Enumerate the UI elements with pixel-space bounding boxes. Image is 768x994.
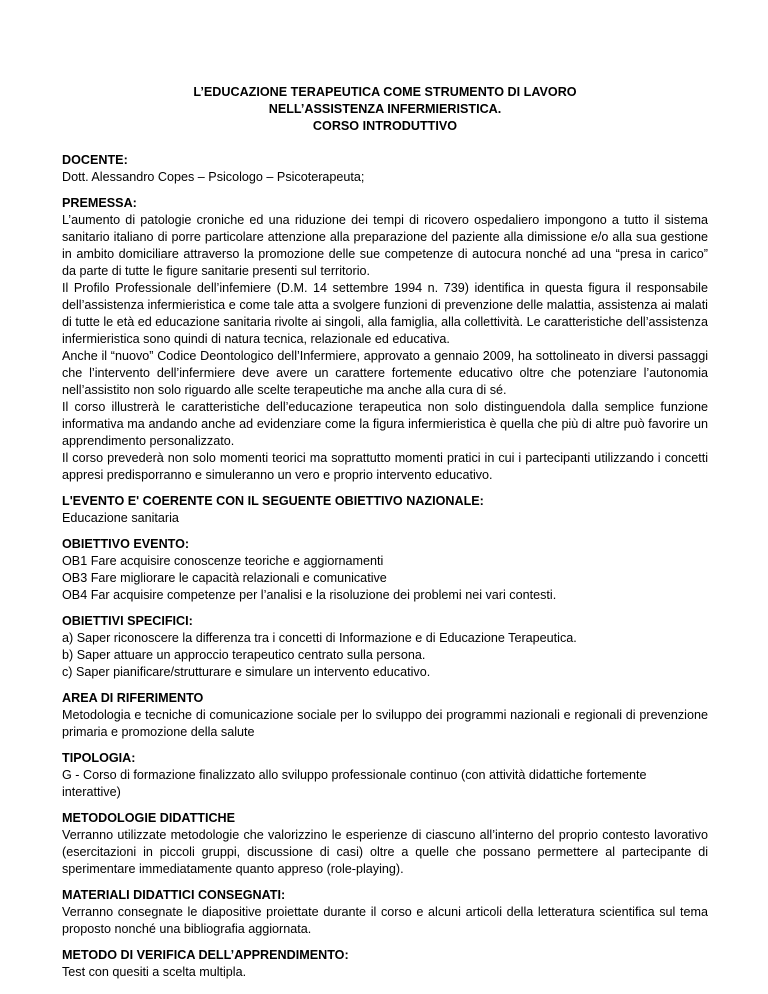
title-line: CORSO INTRODUTTIVO [312, 119, 458, 133]
list-item: a) Saper riconoscere la differenza tra i concetti di Informazione e di Educazione Terapeutica. [62, 631, 577, 645]
section-tipologia [62, 750, 708, 801]
list-item: OB4 Far acquisire competenze per l’analisi e la risoluzione dei problemi nei vari contesti. [62, 588, 557, 602]
title-line: NELL’ASSISTENZA INFERMIERISTICA. [268, 102, 502, 116]
section-heading: OBIETTIVO EVENTO: [62, 537, 190, 551]
section-verifica [62, 947, 708, 981]
list-item: b) Saper attuare un approccio terapeutico centrato sulla persona. [62, 648, 426, 662]
section-text: Educazione sanitaria [62, 511, 179, 525]
section-text: Test con quesiti a scelta multipla. [62, 965, 247, 979]
paragraph: Il corso illustrerà le caratteristiche dell’educazione terapeutica non solo distinguendola dalla semplice funzione informativa ma andando anche ad evidenziare come la figura infermieristica è quella che più di altre può favorire un apprendimento personalizzato. [62, 400, 708, 448]
section-evento-coerente [62, 493, 708, 527]
list-item: OB3 Fare migliorare le capacità relazionali e comunicative [62, 571, 387, 585]
section-text: Dott. Alessandro Copes – Psicologo – Psicoterapeuta; [62, 170, 365, 184]
paragraph: Il corso prevederà non solo momenti teorici ma soprattutto momenti pratici in cui i partecipanti utilizzando i concetti appresi predisporranno e simuleranno un vero e proprio intervento educativo. [62, 451, 708, 482]
section-heading: L'EVENTO E' COERENTE CON IL SEGUENTE OBIETTIVO NAZIONALE: [62, 494, 484, 508]
paragraph: Anche il “nuovo” Codice Deontologico dell’Infermiere, approvato a gennaio 2009, ha sottolineato in diversi passaggi che l’intervento dell’infermiere deve avere un carattere fortemente educativo oltre che potenziare l’autonomia nell’assistito non solo riguardo alle scelte terapeutiche ma anche alla cura di sé. [62, 349, 708, 397]
section-metodologie [62, 810, 708, 878]
section-heading: METODO DI VERIFICA DELL’APPRENDIMENTO: [62, 948, 349, 962]
document-title [62, 84, 708, 135]
section-premessa [62, 195, 708, 484]
section-heading: MATERIALI DIDATTICI CONSEGNATI: [62, 888, 286, 902]
section-obiettivi-specifici [62, 613, 708, 681]
paragraph: Il Profilo Professionale dell’infemiere (D.M. 14 settembre 1994 n. 739) identifica in questa figura il responsabile dell’assistenza infermieristica e come tale atta a svolgere funzioni di prevenzione delle malattia, assistenza ai malati di tutte le età ed educazione sanitaria rivolte ai singoli, alla famiglia, alla collettività. Le caratteristiche dell’assistenza infermieristica sono quindi di natura tecnica, relazionale ed educativa. [62, 281, 708, 346]
section-text: Verranno consegnate le diapositive proiettate durante il corso e alcuni articoli della letteratura scientifica sul tema proposto nonché una bibliografia aggiornata. [62, 905, 708, 936]
section-heading: PREMESSA: [62, 196, 137, 210]
section-obiettivo-evento [62, 536, 708, 604]
section-heading: OBIETTIVI SPECIFICI: [62, 614, 193, 628]
paragraph: L’aumento di patologie croniche ed una riduzione dei tempi di ricovero ospedaliero impongono a tutto il sistema sanitario italiano di porre particolare attenzione alla preparazione del paziente alla dimissione e/o alla sua gestione in ambito domiciliare attraverso la promozione delle sue competenze di autocura nonché ad una “presa in carico” da parte di tutte le figure sanitarie presenti sul territorio. [62, 213, 708, 278]
section-text: Metodologia e tecniche di comunicazione sociale per lo sviluppo dei programmi nazionali e regionali di prevenzione primaria e promozione della salute [62, 708, 708, 739]
section-text: Verranno utilizzate metodologie che valorizzino le esperienze di ciascuno all’interno del proprio contesto lavorativo (esercitazioni in piccoli gruppi, discussione di casi) oltre a quelle che possano permettere al partecipante di sperimentare immediatamente quanto appreso (role-playing). [62, 828, 708, 876]
section-text: G - Corso di formazione finalizzato allo sviluppo professionale continuo (con attività didattiche fortemente interattive) [62, 768, 647, 799]
list-item: c) Saper pianificare/strutturare e simulare un intervento educativo. [62, 665, 431, 679]
section-heading: AREA DI RIFERIMENTO [62, 691, 204, 705]
document-page [62, 84, 708, 990]
list-item: OB1 Fare acquisire conoscenze teoriche e aggiornamenti [62, 554, 384, 568]
title-line: L’EDUCAZIONE TERAPEUTICA COME STRUMENTO DI LAVORO [193, 85, 577, 99]
section-docente [62, 152, 708, 186]
section-heading: TIPOLOGIA: [62, 751, 136, 765]
section-area [62, 690, 708, 741]
section-heading: METODOLOGIE DIDATTICHE [62, 811, 236, 825]
section-materiali [62, 887, 708, 938]
section-heading: DOCENTE: [62, 153, 128, 167]
